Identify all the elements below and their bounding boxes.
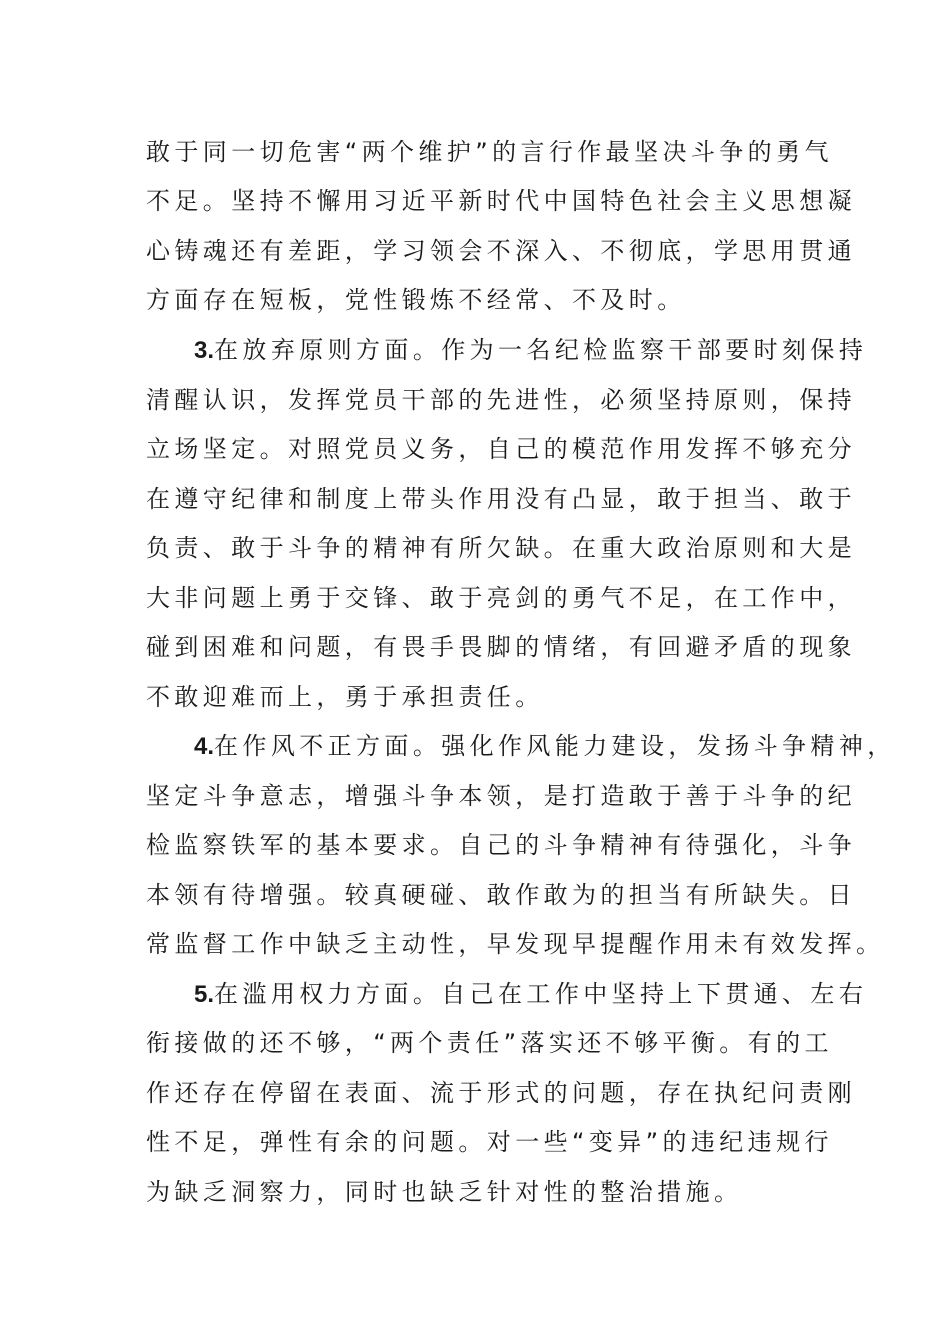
text-line: 在遵守纪律和制度上带头作用没有凸显，敢于担当、敢于 bbox=[146, 485, 856, 513]
text-line: 碰到困难和问题，有畏手畏脚的情绪，有回避矛盾的现象 bbox=[146, 633, 856, 661]
text-line: 不敢迎难而上，勇于承担责任。 bbox=[146, 683, 544, 711]
text-line: 作还存在停留在表面、流于形式的问题，存在执纪问责刚 bbox=[146, 1079, 856, 1107]
text-line: 检监察铁军的基本要求。自己的斗争精神有待强化，斗争 bbox=[146, 831, 856, 859]
text-line: 方面存在短板，党性锻炼不经常、不及时。 bbox=[146, 286, 686, 314]
paragraph-4-heading-line bbox=[194, 726, 896, 766]
text-line: 坚定斗争意志，增强斗争本领，是打造敢于善于斗争的纪 bbox=[146, 782, 856, 810]
text-line: 衔接做的还不够，“两个责任”落实还不够平衡。有的工 bbox=[146, 1029, 833, 1057]
text-span: 在放弃原则方面。作为一名纪检监察干部要时刻保持 bbox=[214, 336, 868, 364]
text-line: 不足。坚持不懈用习近平新时代中国特色社会主义思想凝 bbox=[146, 187, 856, 215]
text-line: 性不足，弹性有余的问题。对一些“变异”的违纪违规行 bbox=[146, 1128, 833, 1156]
text-span: 在作风不正方面。强化作风能力建设，发扬斗争精神， bbox=[214, 732, 896, 760]
text-line: 心铸魂还有差距，学习领会不深入、不彻底，学思用贯通 bbox=[146, 237, 856, 265]
text-line: 敢于同一切危害“两个维护”的言行作最坚决斗争的勇气 bbox=[146, 138, 833, 166]
text-line: 本领有待增强。较真硬碰、敢作敢为的担当有所缺失。日 bbox=[146, 881, 856, 909]
text-line: 大非问题上勇于交锋、敢于亮剑的勇气不足，在工作中， bbox=[146, 584, 856, 612]
text-line: 为缺乏洞察力，同时也缺乏针对性的整治措施。 bbox=[146, 1178, 743, 1206]
text-line: 常监督工作中缺乏主动性，早发现早提醒作用未有效发挥。 bbox=[146, 930, 885, 958]
text-line: 负责、敢于斗争的精神有所欠缺。在重大政治原则和大是 bbox=[146, 534, 856, 562]
text-line: 立场坚定。对照党员义务，自己的模范作用发挥不够充分 bbox=[146, 435, 856, 463]
item-number: 4. bbox=[194, 733, 215, 760]
text-line: 清醒认识，发挥党员干部的先进性，必须坚持原则，保持 bbox=[146, 386, 856, 414]
text-span: 在滥用权力方面。自己在工作中坚持上下贯通、左右 bbox=[214, 980, 868, 1008]
item-number: 5. bbox=[194, 981, 215, 1008]
paragraph-3-heading-line bbox=[194, 330, 884, 370]
paragraph-5-heading-line bbox=[194, 974, 884, 1014]
item-number: 3. bbox=[194, 337, 215, 364]
